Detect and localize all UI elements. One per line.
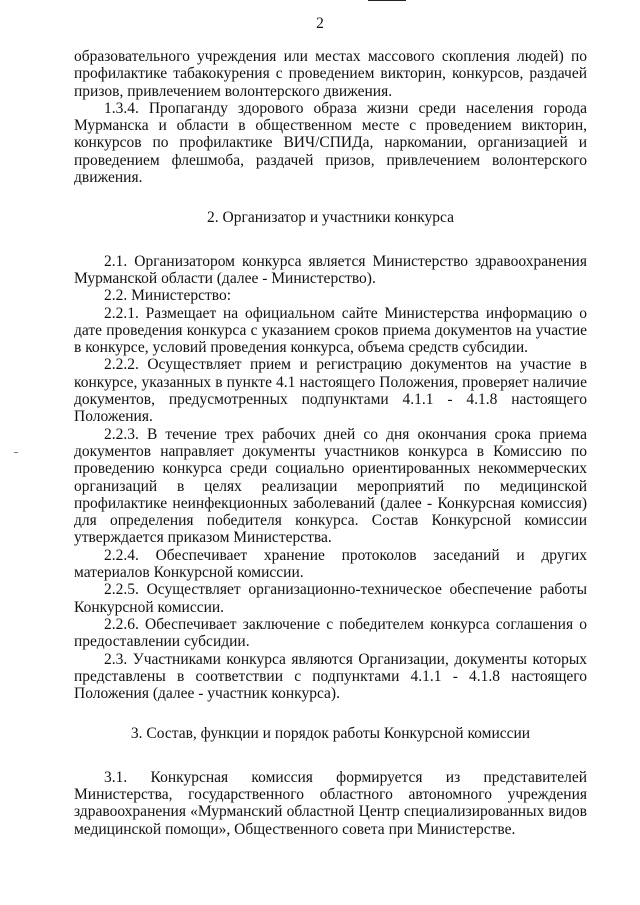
item-2-2-4-paragraph: 2.2.4. Обеспечивает хранение протоколов заседаний и других материалов Конкурсной комиссии. bbox=[74, 546, 587, 582]
page-number: 2 bbox=[316, 15, 324, 32]
item-2-2-3-paragraph: 2.2.3. В течение трех рабочих дней со дня окончания срока приема документов направляет документы участников конкурса в Комиссию по проведению конкурса среди социально ориентированных некоммерческих организаций в целях реализации мероприятий по медицинской профилактике неинфекционных заболеваний (далее - Конкурсная комиссия) для определения победителя конкурса. Состав Конкурсной комиссии утверждается приказом Министерства. bbox=[74, 425, 587, 547]
intro-continuation-paragraph: образовательного учреждения или местах массового скопления людей) по профилактике табакокурения с проведением викторин, конкурсов, раздачей призов, привлечением волонтерского движения. bbox=[74, 48, 587, 100]
item-2-1-paragraph: 2.1. Организатором конкурса является Министерство здравоохранения Мурманской области (далее - Министерство). bbox=[74, 252, 587, 287]
item-2-2-paragraph: 2.2. Министерство: bbox=[104, 287, 231, 305]
section-3-heading: 3. Состав, функции и порядок работы Конкурсной комиссии bbox=[130, 725, 531, 743]
item-1-3-4-paragraph: 1.3.4. Пропаганду здорового образа жизни среди населения города Мурманска и области в общественном месте с проведением викторин, конкурсов по профилактике ВИЧ/СПИДа, наркомании, организацией и проведением флешмоба, раздачей призов, привлечением волонтерского движения. bbox=[74, 99, 587, 187]
item-2-2-5-paragraph: 2.2.5. Осуществляет организационно-техническое обеспечение работы Конкурсной комиссии. bbox=[74, 581, 587, 616]
item-2-2-6-paragraph: 2.2.6. Обеспечивает заключение с победителем конкурса соглашения о предоставлении субсидии. bbox=[74, 615, 587, 651]
item-2-2-2-paragraph: 2.2.2. Осуществляет прием и регистрацию документов на участие в конкурсе, указанных в пункте 4.1 настоящего Положения, проверяет наличие документов, предусмотренных подпунктами 4.1.1 - 4.1.8 настоящего Положения. bbox=[74, 356, 587, 426]
section-2-heading: 2. Организатор и участники конкурса bbox=[207, 209, 454, 227]
document-body bbox=[74, 48, 587, 838]
item-2-3-paragraph: 2.3. Участниками конкурса являются Организации, документы которых представлены в соответствии с подпунктами 4.1.1 - 4.1.8 настоящего Положения (далее - участник конкурса). bbox=[74, 650, 587, 703]
top-rule bbox=[368, 0, 406, 1]
item-3-1-paragraph: 3.1. Конкурсная комиссия формируется из представителей Министерства, государственного областного автономного учреждения здравоохранения «Мурманский областной Центр специализированных видов медицинской помощи», Общественного совета при Министерстве. bbox=[74, 768, 587, 838]
margin-mark bbox=[14, 452, 18, 453]
item-2-2-1-paragraph: 2.2.1. Размещает на официальном сайте Министерства информацию о дате проведения конкурса с указанием сроков приема документов на участие в конкурсе, условий проведения конкурса, объема средств субсидии. bbox=[74, 304, 587, 357]
